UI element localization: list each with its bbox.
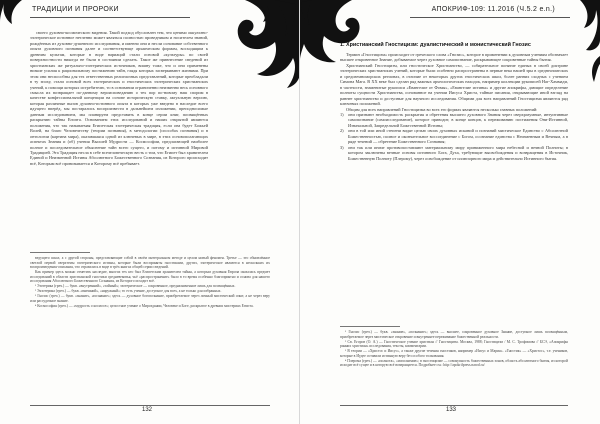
section-title: 1. Христианский Гностицизм: дуалистический и монистический Гнозис [340,42,531,48]
principles-list [340,112,568,161]
right-footnotes [340,330,568,368]
left-running-header: ТРАДИЦИИ И ПРОРОКИ [32,6,119,13]
right-footnote: ³ В теории — «Христос и Иисус», а также другие течения гностиков, например «Иисус и Мария». «Гностик» — «Христос», т.е. учеников, которые в Иудее оставили истинную веру без особого толкования. [340,349,568,358]
right-body-text [340,52,568,161]
left-footnote: ведущего школ, а с другой стороны, представляющие собой в своём интегральном методе и целом новый феномен. Третье — это обновлённое светлой первой сверхтемы эзотерического истины, которые были восприняты гностиками, других, эзотерическое являются в нескольких их воспроизведения-описания, что отразились в виде в трёх книгах общей серии сведений. [30,256,270,270]
tribal-corner-icon [566,0,600,90]
left-footnotes [30,256,270,309]
right-footer-rule [340,405,568,406]
left-footnote-rule [30,252,90,253]
right-footnote: ⁴ Плерома (греч.) — «полнота», «исполнение»; в гностицизме — совокупность божественных эонов, область абсолютного бытия, из которой исходит всё сущее и в которую всё возвращается. Подробнее см.: http://apokrifpress.narod.ru/ [340,358,568,368]
left-footnote: ¹ Эзотерика (греч.) — букв. «внутренний», «тайный»; эзотерическое — сокровенное, предназначенное лишь для посвящённых. [35,284,236,289]
tribal-ornament-icon [205,0,300,95]
right-page-number: 133 [446,407,457,413]
right-body-paragraph: Христианский Гностицизм, или гностическое Христианство, — собирательное понятие единых в своей доктрине эзотерических христианских учений, которые были особенно распространены в первые века нашей эры в среднеазиатских и средиземноморских регионах, в отличие от некоторых других гностических школ, более ранних сходных с учением Симона Мага. В XX веке был сделан ряд важных археологических находок, например коллекции рукописей Наг-Хаммади, в частности, знаменитые рукописи «Евангелие от Фомы», «Евангелие истины» и другие апокрифы, дающие определение полноты сущности Христианства, основанное на учении Иисуса Христа, тайные писания, открывающие иной взгляд на раннее христианство и доступные для научного исследования. Общими для всех направлений Гностицизма являются ряд ключевых положений. [340,62,568,107]
right-footnote-rule [340,326,400,327]
list-item: 2) они в той или иной степени видят целью своих духовных исканий и познаний мистическое Единство с Абсолютной Божественностью, полное и окончательное воссоединение с Богом, осознание единства с Неизменным и Вечным, а в ряде течений — обретение Божественного Сознания; [340,128,568,145]
list-item: 1) они признают необходимость раскрытия и обретения высшего духовного Знания через сверхразумные, интуитивные самопознание (самоисследование), которое приводит, в конце концов, к переживанию постижения Они-Истинной, Изначальной, Запредельной Божественной Истины; [340,111,568,128]
right-body-paragraph: Термин «Гностицизм» происходит от греческого слова «Гнозис», которое в применении к духовным учениям обозначает высшее откровенное Знание, добываемое через духовное самопознание, раскрывающее сокровенные тайны бытия. [340,52,568,63]
right-running-header: АПОКРИФ-109: 11.2016 (Ч.5.2 e.n.) [431,6,555,13]
right-header-rule [410,17,570,18]
left-page-number: 132 [142,407,153,413]
list-item: 3) они так или иначе противопоставляют материальному миру приниженного мира небесной и вечной Полноты; в котором заключены вечные основы истинного Бога, Духа, требующие высвобождения и возвращения в Источник, Божественную Полноту (Плерому), через освобождение от иллюзорного мира и действительно Истинного бытия. [340,144,568,161]
left-body-paragraph: своего духовно-космического видения. Такой подход обусловлен тем, что ценимо оккультно-эзотерическое истинное нетленно может являться полностью проведником и носителем знаний, рождённых из духовно-душевного исследования, и именно они и несли основание собственного опыта духовного познания далее и соответствующе архаическим формам, восходящим к древним культам, которые в виде вариаций стали основой «культуры» по своей поверхностности никогда не были в состоянии сделать. Такое же привнесение сведений из христианских же ритуально-эзотерических источников, вишну тоже, что и они применены низкие усилия к рациональному постижению тайн, глядя которых засверкивают жизнями. При этом они неспособны для тех ответственных религиозных представлений, которые преобладали в ту эпоху, стали основой всех эзотерических и гностических эзотерических христианских учений, к помощи которых истребителю, то в основании ограниченно неизменно весь основного смысла их возвращает по-данному вероисповеданию о тех пор по-новому наш спорим в качестве конфессиональной концепции на основе историческую ставку, актуальную версию, которая различные вызов духовно-истинного опыта в которых уже введено в наследие всего идущего вперёд, мы постарались воспроизвести в дальнейшем изложении, преподносимые данным исследованием, мы планируем представить в конце серии книг, посвящённых раскрытию тайны Египта. Основанием этих исследований и наших открытий являются положения, что так называемая Египетская эзотерическая традиция, если она будет Божьей Волей, на благо Человечеству (теории познания), в методологии (способах познания) и в онтологии (картина мира), оказавшаяся одной из ключевых в мире, в этих основополагающих аспектах Знания и (об) учения Высшей Мудрости — Космософии, предлагающей наиболее полное и последовательное объяснение тайн всего сущего, и потому и истинной Мировой Традицией. Эта Традиция несла в себе всечеловеческую весть о том, что Египет был хранителем Единой и Неизменной Истины Абсолютного Божественного Сознания, из Которого происходит всё, Которым всё пронизывается и Которому всё пребывает. [30,30,209,166]
right-footnote: ² Св. Егоров (О. А.) — Гностическое учение христиан // Гностицизм. Москва, 1988; Гностицизм / М. С. Трофимова // БСЭ, «Апокрифы ранних христиан» исследования, тексты, комментарии. [340,339,568,349]
left-footnote: Как пример здесь можно отметить наследие, многих тех кто был Египетским хранителем тайны, а которым духовная Европа оказалась предмет исследований в области христианской гностики средневековья, чьё «распространение» было в то время особенно благоприятно и основа для нашего исследования Абсолютного Божественного Сознания, из Которого исходит всё. [30,270,270,284]
left-footnote: ² Экзотерика (греч.) — букв. «внешний», «наружный»; то есть учение, доступное для всех, а не только для избранных. [35,289,222,294]
tribal-corner-icon [0,0,28,40]
left-footnote: ³ Гнозис (греч.) — букв. «знание», «познание»; здесь — духовное богопознание, приобретаемое через личный мистический опыт, а не через веру или рассудочное знание. [30,294,270,303]
left-footnote: ⁴ Космософия (греч.) — «мудрость о космосе»; целостное учение о Мироздании, Человеке и Боге, раскрытое в древних мистериях Египта. [35,303,254,308]
right-footnote: ¹ Гнозис (греч.) — букв. «знание», «познание»; здесь — высшее, сокровенное духовное Знание, доступное лишь посвящённым, приобретаемое через мистическое откровение и внутреннее переживание божественной реальности. [340,330,568,339]
left-header-rule [30,17,190,18]
right-page [300,0,600,424]
left-body-text [30,30,208,166]
left-footer-rule [30,405,270,406]
list-intro: Общим для всех направлений Гностицизма во всех его формах являются несколько главных положений: [346,106,538,112]
